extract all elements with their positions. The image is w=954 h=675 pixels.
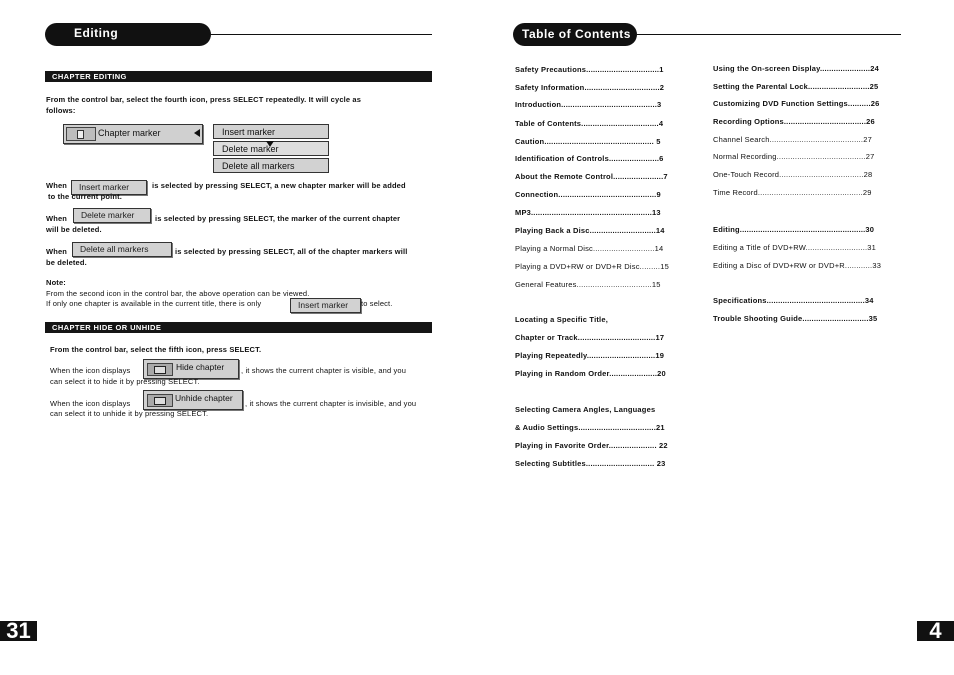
delete-marker-button[interactable]: Delete marker — [73, 208, 151, 223]
toc-entry[interactable]: Playing a Normal Disc...........................14 — [515, 244, 664, 253]
note-text-3: to select. — [361, 299, 393, 308]
hide-desc-2: can select it to hide it by pressing SELECT. — [50, 377, 200, 386]
toc-entry[interactable]: Normal Recording.......................................27 — [713, 152, 875, 161]
chapter-hide-intro: From the control bar, select the fifth icon, press SELECT. — [50, 345, 262, 354]
unhide-desc: , it shows the current chapter is invisible, and you — [245, 399, 417, 408]
hide-when-text: When the icon displays — [50, 366, 131, 375]
chapter-editing-intro-2: follows: — [46, 106, 76, 115]
hide-desc: , it shows the current chapter is visible, and you — [241, 366, 407, 375]
toc-entry[interactable]: Playing Back a Disc.............................14 — [515, 226, 665, 235]
toc-entry[interactable]: & Audio Settings..................................21 — [515, 423, 665, 432]
toc-entry[interactable]: Identification of Controls......................6 — [515, 154, 664, 163]
unhide-chapter-control[interactable] — [143, 390, 243, 410]
toc-entry[interactable]: Introduction..........................................3 — [515, 100, 662, 109]
when-label: When — [46, 181, 68, 190]
chapter-marker-label: Chapter marker — [98, 128, 161, 138]
toc-entry[interactable]: Selecting Camera Angles, Languages — [515, 405, 656, 414]
when-label: When — [46, 214, 68, 223]
toc-entry[interactable]: About the Remote Control......................7 — [515, 172, 668, 181]
toc-entry[interactable]: Time Record..............................................29 — [713, 188, 872, 197]
delete-marker-desc: is selected by pressing SELECT, the marker of the current chapter — [155, 214, 401, 223]
unhide-chapter-label: Unhide chapter — [175, 393, 233, 403]
title-rule — [211, 34, 432, 35]
toc-entry[interactable]: Table of Contents..................................4 — [515, 119, 664, 128]
toc-entry[interactable]: Channel Search.........................................27 — [713, 135, 872, 144]
toc-entry[interactable]: Playing a DVD+RW or DVD+R Disc.........15 — [515, 262, 669, 271]
toc-entry[interactable]: One-Touch Record.....................................28 — [713, 170, 873, 179]
delete-all-markers-button[interactable]: Delete all markers — [72, 242, 172, 257]
toc-entry[interactable]: MP3.....................................................13 — [515, 208, 661, 217]
toc-entry[interactable]: Customizing DVD Function Settings..........26 — [713, 99, 880, 108]
menu-delete-marker[interactable]: Delete marker — [213, 141, 329, 156]
insert-marker-button[interactable]: Insert marker — [71, 180, 147, 195]
toc-entry[interactable]: Editing a Disc of DVD+RW or DVD+R............33 — [713, 261, 882, 270]
delete-marker-desc-2: will be deleted. — [46, 225, 102, 234]
section-title-editing: Editing — [45, 23, 211, 46]
toc-entry[interactable]: Selecting Subtitles.............................. 23 — [515, 459, 666, 468]
toc-entry[interactable]: Playing Repeatedly..............................19 — [515, 351, 665, 360]
toc-entry[interactable]: Editing a Title of DVD+RW...........................31 — [713, 243, 877, 252]
chapter-marker-bar[interactable] — [63, 124, 203, 144]
chapter-editing-heading: CHAPTER EDITING — [45, 71, 432, 82]
insert-marker-inline-button[interactable]: Insert marker — [290, 298, 361, 313]
delete-all-markers-desc-2: be deleted. — [46, 258, 87, 267]
toc-entry[interactable]: Using the On-screen Display......................24 — [713, 64, 879, 73]
toc-entry[interactable]: Specifications...........................................34 — [713, 296, 874, 305]
unhide-when-text: When the icon displays — [50, 399, 131, 408]
toc-entry[interactable]: Playing in Favorite Order..................... 22 — [515, 441, 668, 450]
menu-insert-marker[interactable]: Insert marker — [213, 124, 329, 139]
note-text: From the second icon in the control bar, the above operation can be viewed. — [46, 289, 310, 298]
hide-chapter-icon — [147, 363, 173, 376]
toc-entry[interactable]: Setting the Parental Lock...........................25 — [713, 82, 879, 91]
toc-entry[interactable]: Locating a Specific Title, — [515, 315, 608, 324]
toc-entry[interactable]: Editing.......................................................30 — [713, 225, 875, 234]
delete-all-markers-desc: is selected by pressing SELECT, all of the chapter markers will — [175, 247, 408, 256]
unhide-chapter-icon — [147, 394, 173, 407]
unhide-desc-2: can select it to unhide it by pressing SELECT. — [50, 409, 209, 418]
chapter-hide-heading: CHAPTER HIDE OR UNHIDE — [45, 322, 432, 333]
toc-entry[interactable]: Recording Options....................................26 — [713, 117, 875, 126]
hide-chapter-label: Hide chapter — [176, 362, 225, 372]
section-title-toc: Table of Contents — [513, 23, 637, 46]
chapter-marker-icon — [66, 127, 96, 141]
chapter-editing-intro: From the control bar, select the fourth icon, press SELECT repeatedly. It will cycle as — [46, 95, 362, 104]
toc-entry[interactable]: Trouble Shooting Guide.............................35 — [713, 314, 878, 323]
toc-entry[interactable]: General Features.................................15 — [515, 280, 661, 289]
toc-entry[interactable]: Safety Information.................................2 — [515, 83, 665, 92]
left-page-number: 31 — [0, 621, 37, 641]
toc-entry[interactable]: Caution................................................ 5 — [515, 137, 661, 146]
toc-entry[interactable]: Chapter or Track..................................17 — [515, 333, 665, 342]
toc-entry[interactable]: Safety Precautions................................1 — [515, 65, 664, 74]
note-text-2: If only one chapter is available in the current title, there is only — [46, 299, 262, 308]
right-page-number: 4 — [917, 621, 954, 641]
cursor-icon — [266, 141, 274, 147]
toc-entry[interactable]: Connection...........................................9 — [515, 190, 661, 199]
toc-entry[interactable]: Playing in Random Order.....................20 — [515, 369, 666, 378]
arrow-left-icon — [194, 129, 200, 137]
title-rule — [637, 34, 901, 35]
insert-marker-desc: is selected by pressing SELECT, a new chapter marker will be added — [152, 181, 406, 190]
menu-delete-all-markers[interactable]: Delete all markers — [213, 158, 329, 173]
insert-marker-desc-2: to the current point. — [48, 192, 122, 201]
when-label: When — [46, 247, 68, 256]
note-label: Note: — [46, 278, 66, 287]
